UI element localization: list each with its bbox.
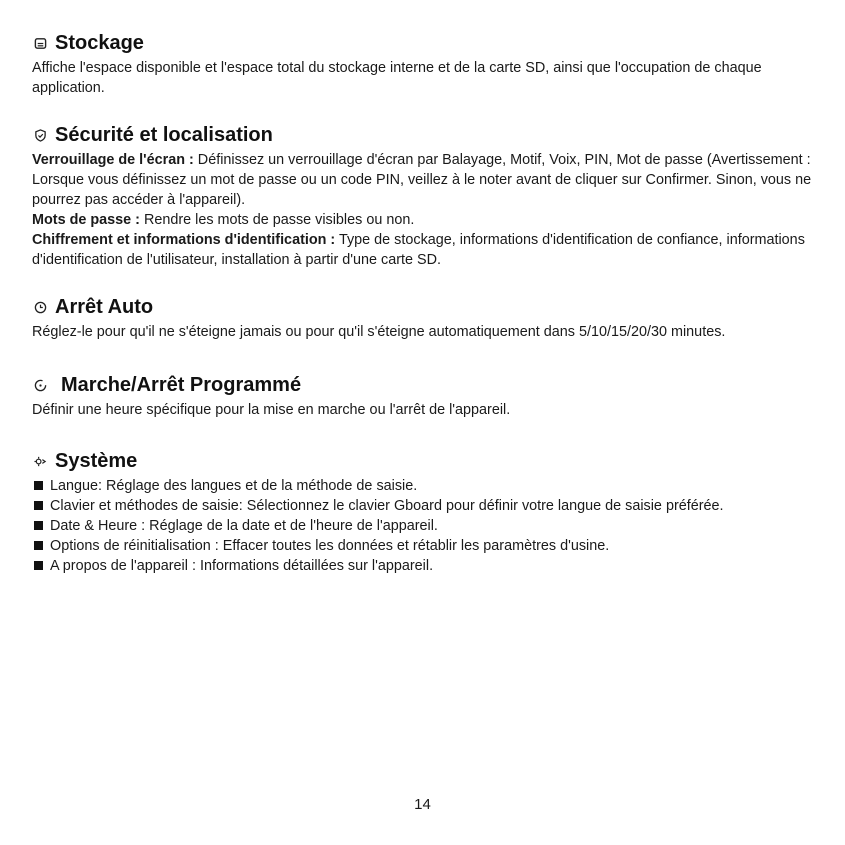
section-securite [32,122,817,270]
list-item-text: A propos de l'appareil : Informations détaillées sur l'appareil. [50,558,434,574]
list-item-text: Date & Heure : Réglage de la date et de l'heure de l'appareil. [50,518,438,534]
term-label: Mots de passe : [32,212,140,228]
list-item-text: Langue: Réglage des langues et de la méthode de saisie. [50,478,418,494]
security-item-encryption [32,230,817,270]
section-text: Réglez-le pour qu'il ne s'éteigne jamais ou pour qu'il s'éteigne automatiquement dans 5/10/15/20/30 minutes. [32,324,726,340]
term-text: Définissez un verrouillage d'écran par Balayage, Motif, Voix, PIN, Mot de passe (Avertissement : Lorsque vous définissez un mot de passe ou un code PIN, veillez à le noter avant de cliquer sur Confirmer. Sinon, vous ne pourrez pas accéder à l'appareil). [32,152,812,208]
shield-icon [32,127,48,143]
list-item [32,516,817,536]
bullet-square-icon [34,521,43,530]
schedule-icon [32,377,48,393]
list-item-text: Clavier et méthodes de saisie: Sélectionnez le clavier Gboard pour définir votre langue de saisie préférée. [50,498,724,514]
bullet-square-icon [34,481,43,490]
security-item-passwords [32,210,817,230]
power-timer-icon [32,299,48,315]
page-number: 14 [414,796,431,813]
storage-icon [32,35,48,51]
list-item-text: Options de réinitialisation : Effacer toutes les données et rétablir les paramètres d'usine. [50,538,610,554]
system-gear-icon [32,453,48,469]
system-list [32,476,817,576]
term-label: Chiffrement et informations d'identification : [32,232,336,248]
section-title: Marche/Arrêt Programmé [61,374,302,396]
bullet-square-icon [34,501,43,510]
list-item [32,476,817,496]
term-text: Type de stockage, informations d'identification de confiance, informations d'identification de l'utilisateur, installation à partir d'une carte SD. [32,232,805,268]
list-item [32,496,817,516]
bullet-square-icon [34,561,43,570]
section-heading [32,122,817,148]
section-title: Stockage [55,32,144,54]
section-systeme [32,448,817,576]
term-label: Verrouillage de l'écran : [32,152,194,168]
security-item-lock [32,150,817,210]
list-item [32,556,817,576]
section-title: Système [55,450,138,472]
section-marche-arret [32,372,817,420]
section-stockage [32,30,817,98]
section-title: Sécurité et localisation [55,124,273,146]
section-heading [32,294,817,320]
section-arret-auto [32,294,817,342]
manual-page [32,30,817,598]
bullet-square-icon [34,541,43,550]
section-text: Affiche l'espace disponible et l'espace total du stockage interne et de la carte SD, ainsi que l'occupation de chaque application. [32,60,762,96]
section-heading [32,448,817,474]
section-heading [32,372,817,398]
section-text: Définir une heure spécifique pour la mise en marche ou l'arrêt de l'appareil. [32,402,511,418]
list-item [32,536,817,556]
section-heading [32,30,817,56]
section-title: Arrêt Auto [55,296,154,318]
term-text: Rendre les mots de passe visibles ou non. [139,212,415,228]
